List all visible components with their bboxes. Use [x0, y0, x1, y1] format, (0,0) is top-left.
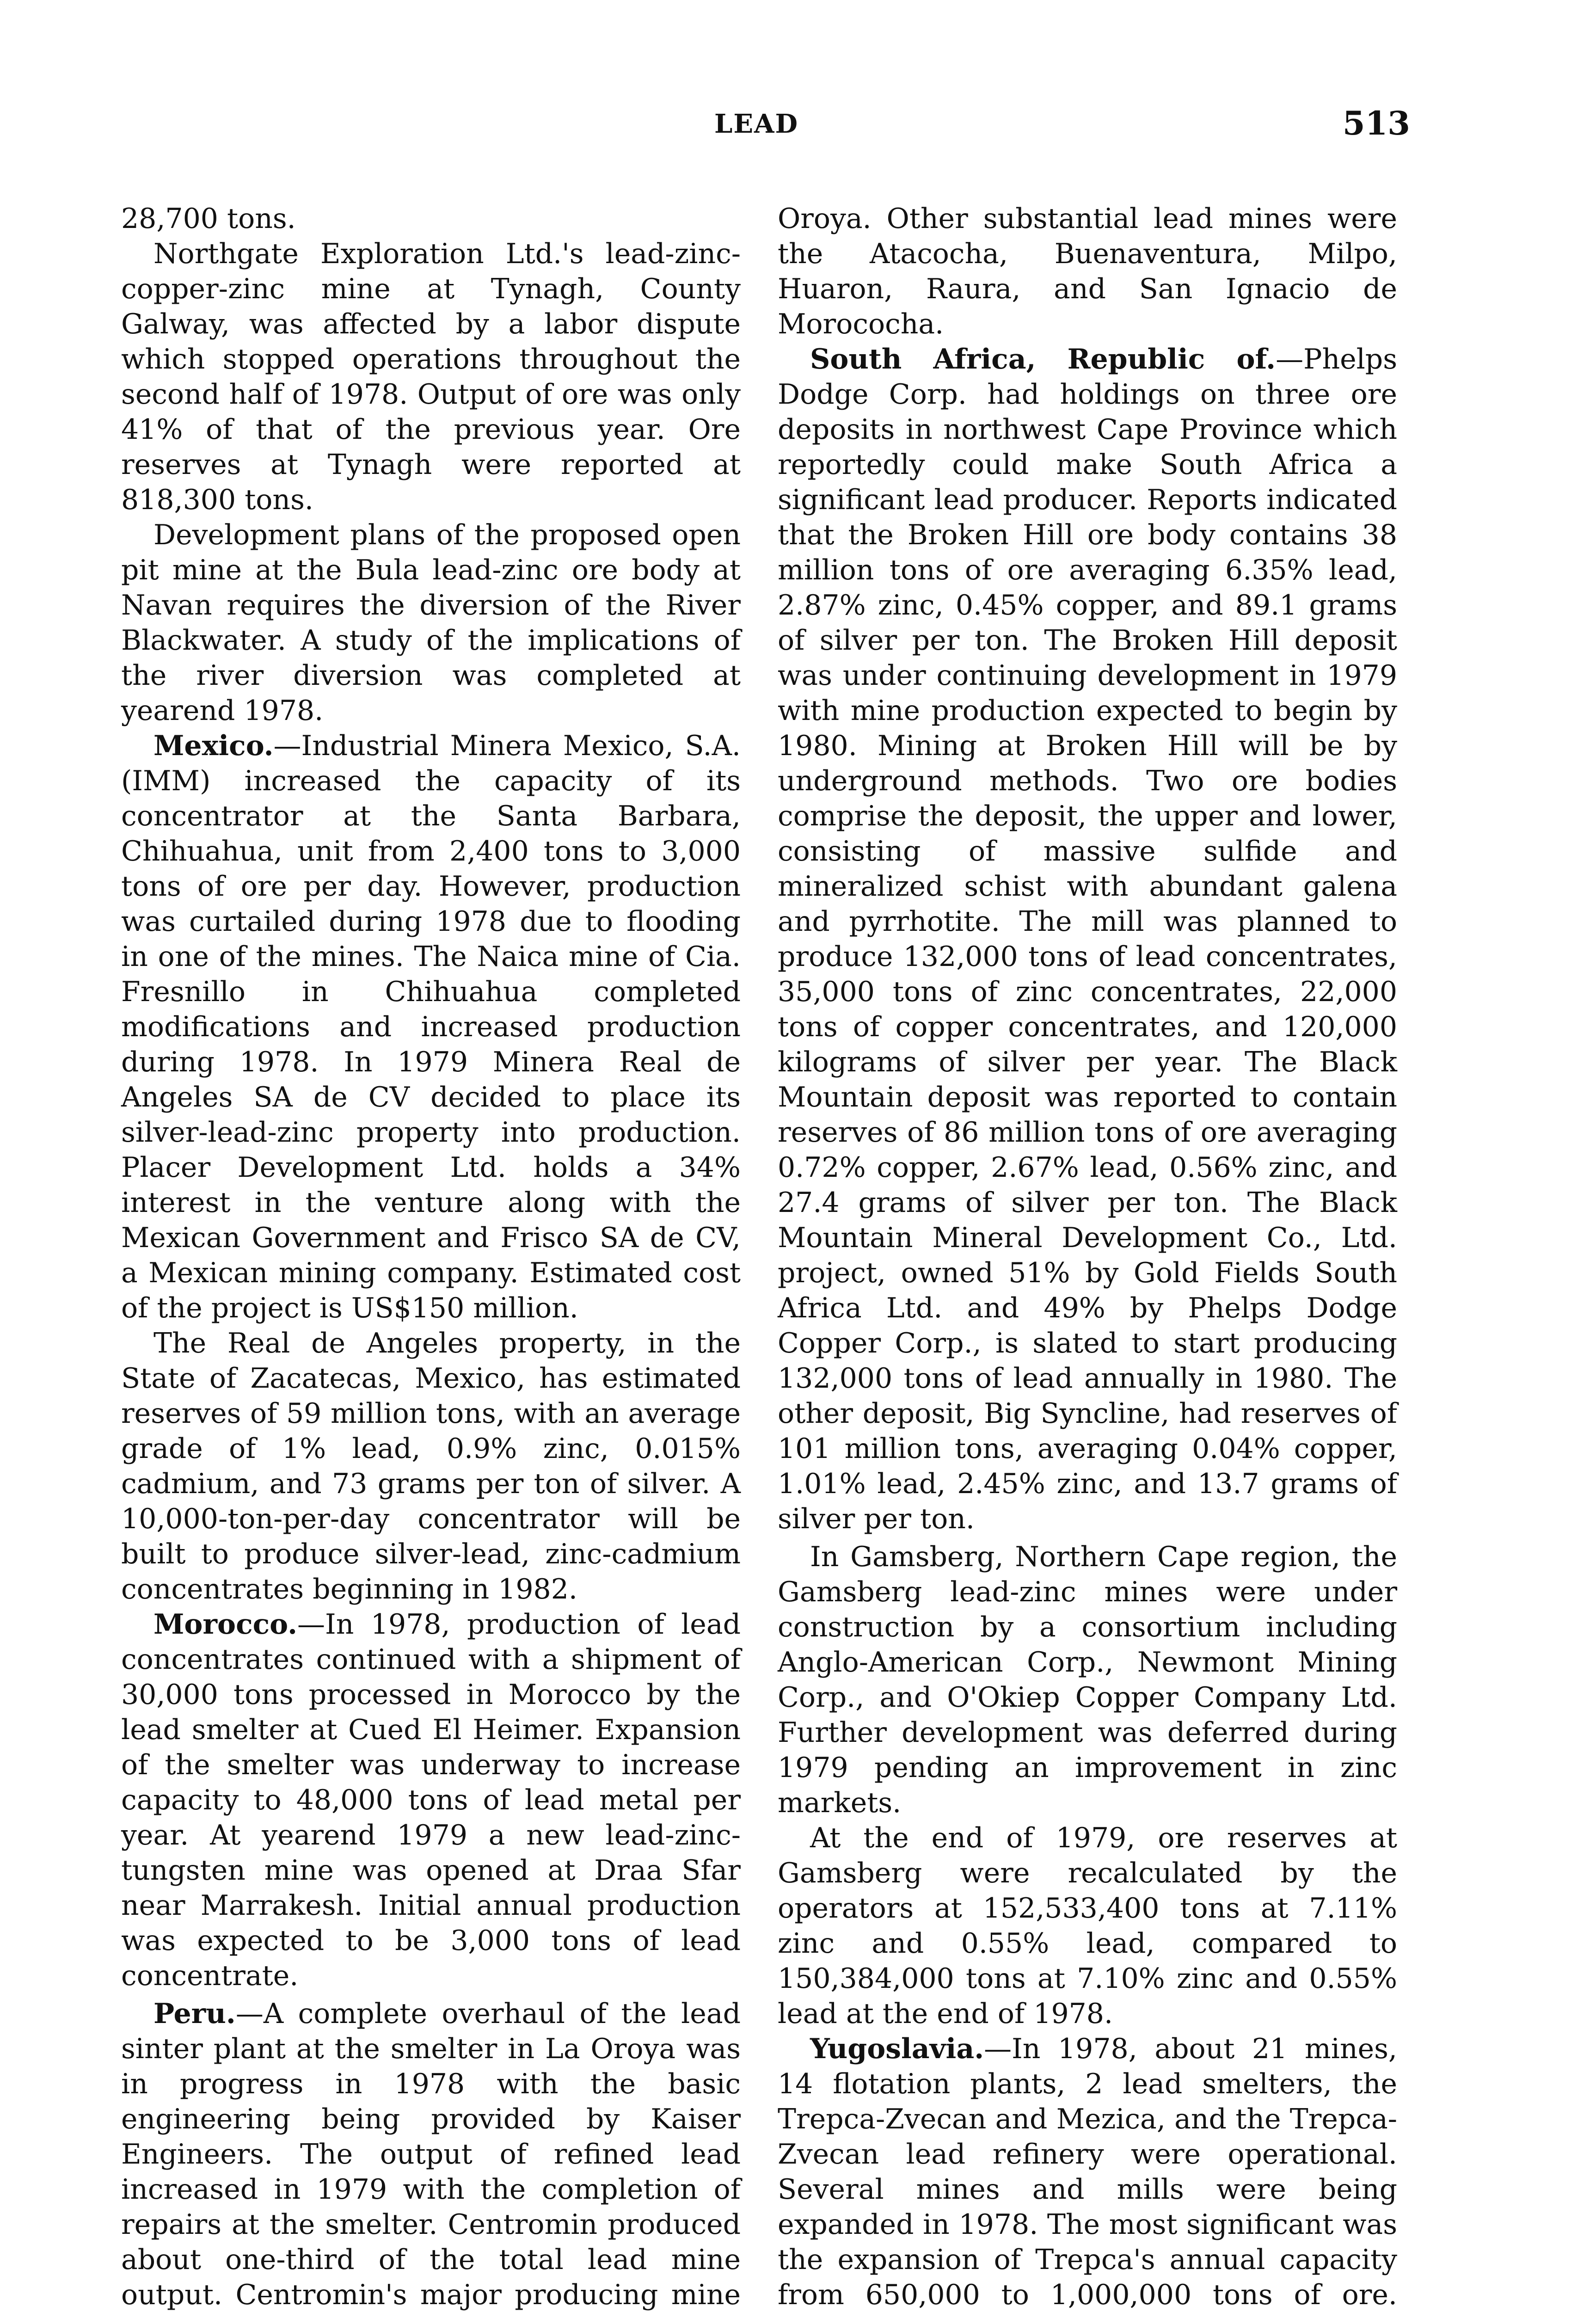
page-number: 513: [1342, 104, 1410, 142]
paragraph-yugoslavia: [778, 2031, 1397, 2312]
paragraph-gamsberg-reserves: At the end of 1979, ore reserves at Gamsberg were recalculated by the operators at 152,533,400 tons at 7.11% zinc and 0.55% lead, compared to 150,384,000 tons at 7.10% zinc and 0.55% lead at the end of 1978.: [778, 1822, 1397, 2030]
left-column: [121, 201, 741, 2312]
paragraph-gamsberg: In Gamsberg, Northern Cape region, the Gamsberg lead-zinc mines were under construction by a consortium including Anglo-American Corp., Newmont Mining Corp., and O'Okiep Copper Company Ltd. Further development was deferred during 1979 pending an improvement in zinc markets.: [778, 1541, 1397, 1819]
country-heading-mexico: Mexico.: [153, 730, 274, 762]
paragraph-morocco: [121, 1607, 741, 1993]
running-head: [0, 104, 1596, 146]
country-heading-peru: Peru.: [153, 1998, 236, 2030]
paragraph-south-africa-text: —Phelps Dodge Corp. had holdings on three ore deposits in northwest Cape Province which reportedly could make South Africa a significant lead producer. Reports indicated that the Broken Hill ore body contains 38 million tons of ore averaging 6.35% lead, 2.87% zinc, 0.45% copper, and 89.1 grams of silver per ton. The Broken Hill deposit was under continuing development in 1979 with mine production expected to begin by 1980. Mining at Broken Hill will be by underground methods. Two ore bodies comprise the deposit, the upper and lower, consisting of massive sulfide and mineralized schist with abundant galena and pyrrhotite. The mill was planned to produce 132,000 tons of lead concentrates, 35,000 tons of zinc concentrates, 22,000 tons of copper concentrates, and 120,000 kilograms of silver per year. The Black Mountain deposit was reported to contain reserves of 86 million tons of ore averaging 0.72% copper, 2.67% lead, 0.56% zinc, and 27.4 grams of silver per ton. The Black Mountain Mineral Development Co., Ltd. project, owned 51% by Gold Fields South Africa Ltd. and 49% by Phelps Dodge Copper Corp., is slated to start producing 132,000 tons of lead annually in 1980. The other deposit, Big Syncline, had reserves of 101 million tons, averaging 0.04% copper, 1.01% lead, 2.45% zinc, and 13.7 grams of silver per ton.: [778, 343, 1397, 1535]
paragraph-bula: Development plans of the proposed open pit mine at the Bula lead-zinc ore body at Navan requires the diversion of the River Blackwater. A study of the implications of the river diversion was completed at yearend 1978.: [121, 519, 741, 727]
paragraph-peru: [121, 1996, 741, 2312]
paragraph-morocco-text: —In 1978, production of lead concentrates continued with a shipment of 30,000 tons processed in Morocco by the lead smelter at Cued El Heimer. Expansion of the smelter was underway to increase capacity to 48,000 tons of lead metal per year. At yearend 1979 a new lead-zinc-tungsten mine was opened at Draa Sfar near Marrakesh. Initial annual production was expected to be 3,000 tons of lead concentrate.: [121, 1608, 741, 1992]
paragraph-tynagh: Northgate Exploration Ltd.'s lead-zinc-copper-zinc mine at Tynagh, County Galway, was affected by a labor dispute which stopped operations throughout the second half of 1978. Output of ore was only 41% of that of the previous year. Ore reserves at Tynagh were reported at 818,300 tons.: [121, 238, 741, 516]
country-heading-yugoslavia: Yugoslavia.: [810, 2033, 984, 2065]
country-heading-south-africa: South Africa, Republic of.: [810, 343, 1276, 375]
paragraph-south-africa: [778, 342, 1397, 1537]
paragraph-yugoslavia-text: —In 1978, about 21 mines, 14 flotation plants, 2 lead smelters, the Trepca-Zvecan and Mezica, and the Trepca-Zvecan lead refinery were operational. Several mines and mills were being expanded in 1978. The most significant was the expansion of Trepca's annual capacity from 650,000 to 1,000,000 tons of ore.: [778, 2033, 1397, 2311]
paragraph-mexico: [121, 728, 741, 1326]
paragraph-mexico-text: —Industrial Minera Mexico, S.A. (IMM) increased the capacity of its concentrator at the Santa Barbara, Chihuahua, unit from 2,400 tons to 3,000 tons of ore per day. However, production was curtailed during 1978 due to flooding in one of the mines. The Naica mine of Cia. Fresnillo in Chihuahua completed modifications and increased production during 1978. In 1979 Minera Real de Angeles SA de CV decided to place its silver-lead-zinc property into production. Placer Development Ltd. holds a 34% interest in the venture along with the Mexican Government and Frisco SA de CV, a Mexican mining company. Estimated cost of the project is US$150 million.: [121, 730, 741, 1324]
paragraph-continuation: 28,700 tons.: [121, 203, 296, 235]
paragraph-real-de-angeles: The Real de Angeles property, in the State of Zacatecas, Mexico, has estimated reserves of 59 million tons, with an average grade of 1% lead, 0.9% zinc, 0.015% cadmium, and 73 grams per ton of silver. A 10,000-ton-per-day concentrator will be built to produce silver-lead, zinc-cadmium concentrates beginning in 1982.: [121, 1327, 741, 1605]
country-heading-morocco: Morocco.: [153, 1608, 297, 1641]
running-title: LEAD: [714, 109, 799, 139]
paragraph-peru-continued: Oroya. Other substantial lead mines were the Atacocha, Buenaventura, Milpo, Huaron, Raura, and San Ignacio de Morococha.: [778, 203, 1397, 340]
right-column: [778, 201, 1397, 2312]
paragraph-peru-text: —A complete overhaul of the lead sinter plant at the smelter in La Oroya was in progress in 1978 with the basic engineering being provided by Kaiser Engineers. The output of refined lead increased in 1979 with the completion of repairs at the smelter. Centromin produced about one-third of the total lead mine output. Centromin's major producing mine: [121, 1998, 741, 2311]
